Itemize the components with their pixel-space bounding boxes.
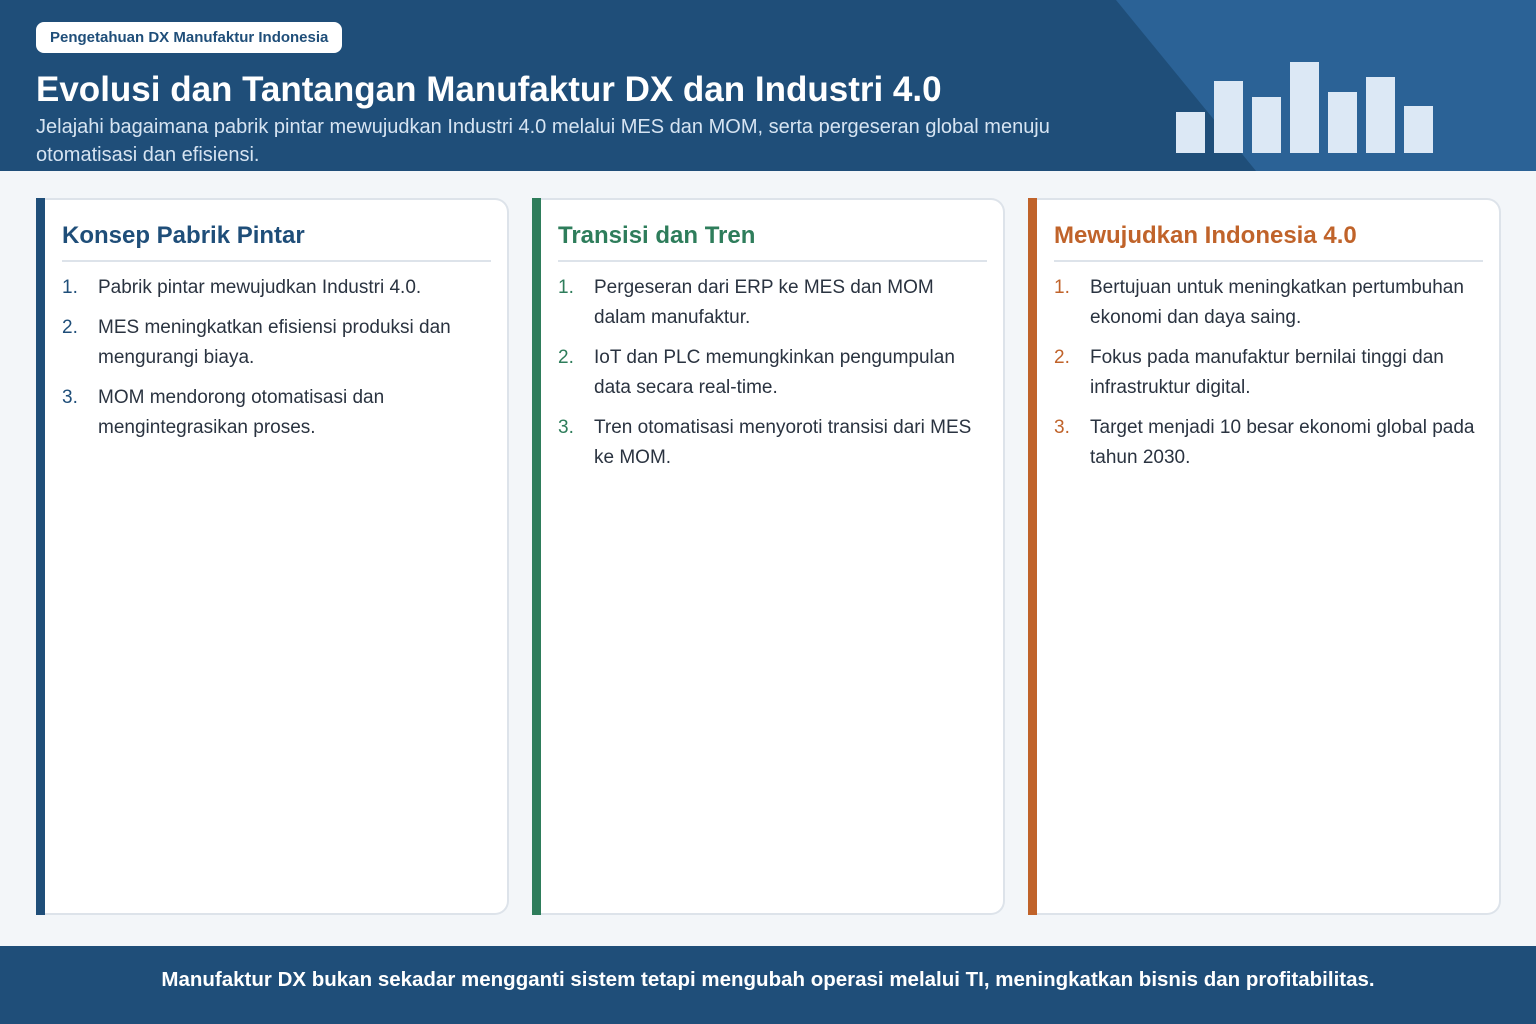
item-number: 2.	[1054, 347, 1070, 368]
bar-icon-bar	[1328, 92, 1357, 153]
page-subtitle: Jelajahi bagaimana pabrik pintar mewujudkan Industri 4.0 melalui MES dan MOM, serta pergeseran global menuju otomatisasi dan efisiensi.	[36, 116, 1050, 166]
list-item	[1054, 343, 1484, 403]
card-title: Mewujudkan Indonesia 4.0	[1054, 220, 1483, 262]
card-accent-bar	[36, 198, 45, 915]
list-item	[62, 273, 492, 303]
bar-chart-icon	[1176, 60, 1436, 153]
list-item	[558, 343, 988, 403]
item-text: Bertujuan untuk meningkatkan pertumbuhan ekonomi dan daya saing.	[1090, 277, 1464, 328]
item-text: Pergeseran dari ERP ke MES dan MOM dalam manufaktur.	[594, 277, 934, 328]
item-number: 1.	[558, 277, 574, 298]
card-konsep-pabrik-pintar	[36, 198, 509, 915]
list-item	[1054, 273, 1484, 333]
item-text: MES meningkatkan efisiensi produksi dan mengurangi biaya.	[98, 317, 451, 368]
bar-icon-bar	[1214, 81, 1243, 153]
item-number: 2.	[558, 347, 574, 368]
card-accent-bar	[1028, 198, 1037, 915]
item-number: 3.	[1054, 417, 1070, 438]
item-text: IoT dan PLC memungkinkan pengumpulan data secara real-time.	[594, 347, 955, 398]
footer-summary: Manufaktur DX bukan sekadar mengganti sistem tetapi mengubah operasi melalui TI, meningkatkan bisnis dan profitabilitas.	[161, 968, 1375, 991]
card-list	[62, 273, 492, 453]
item-number: 2.	[62, 317, 78, 338]
header-banner	[0, 0, 1536, 171]
item-text: Target menjadi 10 besar ekonomi global pada tahun 2030.	[1090, 417, 1475, 468]
item-text: Tren otomatisasi menyoroti transisi dari MES ke MOM.	[594, 417, 972, 468]
footer-banner	[0, 946, 1536, 1024]
bar-icon-bar	[1290, 62, 1319, 153]
item-text: Fokus pada manufaktur bernilai tinggi dan infrastruktur digital.	[1090, 347, 1444, 398]
page-title: Evolusi dan Tantangan Manufaktur DX dan Industri 4.0	[36, 70, 942, 109]
list-item	[558, 273, 988, 333]
card-mewujudkan-indonesia	[1028, 198, 1501, 915]
bar-icon-bar	[1252, 97, 1281, 153]
list-item	[1054, 413, 1484, 473]
list-item	[558, 413, 988, 473]
item-number: 3.	[558, 417, 574, 438]
item-number: 1.	[62, 277, 78, 298]
item-number: 1.	[1054, 277, 1070, 298]
list-item	[62, 383, 492, 443]
bar-icon-bar	[1366, 77, 1395, 153]
card-accent-bar	[532, 198, 541, 915]
category-badge: Pengetahuan DX Manufaktur Indonesia	[36, 22, 342, 53]
card-transisi-dan-tren	[532, 198, 1005, 915]
item-text: Pabrik pintar mewujudkan Industri 4.0.	[98, 277, 422, 298]
item-number: 3.	[62, 387, 78, 408]
list-item	[62, 313, 492, 373]
card-title: Transisi dan Tren	[558, 220, 987, 262]
bar-icon-bar	[1176, 112, 1205, 153]
item-text: MOM mendorong otomatisasi dan mengintegrasikan proses.	[98, 387, 385, 438]
bar-icon-bar	[1404, 106, 1433, 153]
card-title: Konsep Pabrik Pintar	[62, 220, 491, 262]
card-list	[558, 273, 988, 483]
card-list	[1054, 273, 1484, 483]
